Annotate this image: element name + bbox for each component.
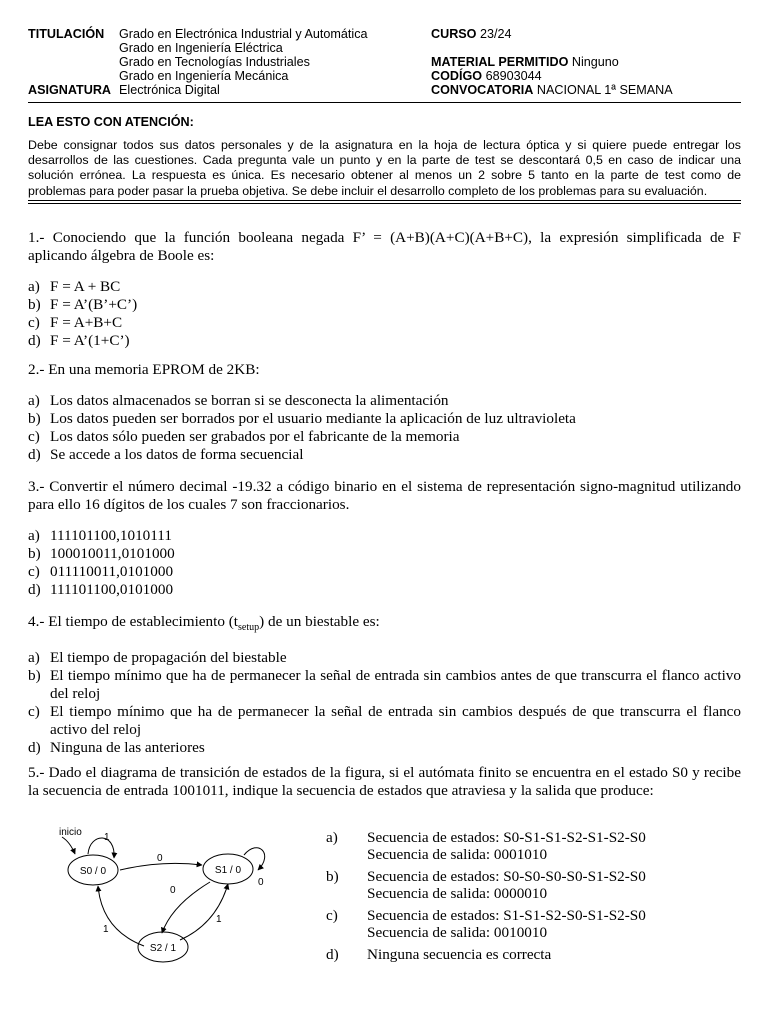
edge-label-s2-to-s0: 1 [103, 924, 109, 935]
option-states: Secuencia de estados: S0-S0-S0-S0-S1-S2-S0 [367, 868, 646, 885]
curso-label: CURSO [431, 27, 477, 41]
question-4-text-start: 4.- El tiempo de establecimiento (t [28, 613, 239, 630]
option-label: b) [28, 667, 41, 685]
notice-divider [28, 200, 741, 201]
question-4-text-end: ) de un biestable es: [259, 613, 380, 630]
option-2c[interactable] [28, 428, 741, 446]
option-3c[interactable] [28, 563, 741, 581]
option-3a[interactable] [28, 527, 741, 545]
edge-label-s1-to-s2: 0 [170, 885, 176, 896]
option-1c[interactable] [28, 314, 741, 332]
convocatoria-label: CONVOCATORIA [431, 83, 534, 97]
option-states: Secuencia de estados: S0-S1-S1-S2-S1-S2-S0 [367, 829, 646, 846]
question-1 [28, 229, 741, 350]
option-label: a) [326, 829, 338, 846]
option-output: Secuencia de salida: 0001010 [367, 846, 548, 863]
titulacion-label: TITULACIÓN [28, 27, 105, 41]
option-4b[interactable] [28, 667, 741, 703]
codigo-line [431, 70, 542, 84]
start-arrow [62, 837, 75, 854]
degree-1: Grado en Electrónica Industrial y Automática [119, 27, 368, 41]
question-1-options [28, 278, 741, 350]
material-value: Ninguno [571, 55, 619, 69]
state-transition-diagram [52, 820, 292, 970]
option-label: c) [28, 563, 40, 580]
notice-text: Debe consignar todos sus datos personales y de la asignatura en la hoja de lectura óptica y si quiere puede entregar los desarrollos de las cuestiones. Cada pregunta vale un punto y en la parte de test se descontará 0,5 en caso de indicar una solución errónea. La respuesta es única. Es necesario obtener al menos un 2 sobre 5 tanto en la parte de test como de problemas para poder pasar la prueba objetiva. Se debe incluir el desarrollo completo de los problemas para su evaluación. [28, 138, 741, 198]
question-4-text [28, 613, 741, 637]
option-label: b) [28, 545, 41, 562]
option-text: Los datos pueden ser borrados por el usuario mediante la aplicación de luz ultravioleta [50, 410, 576, 427]
option-text: F = A + BC [50, 278, 121, 295]
option-text: 111101100,0101000 [50, 581, 174, 598]
question-3 [28, 478, 741, 599]
degree-2: Grado en Ingeniería Eléctrica [119, 41, 283, 55]
material-label: MATERIAL PERMITIDO [431, 55, 569, 69]
option-text: Se accede a los datos de forma secuencial [50, 446, 304, 463]
option-1b[interactable] [28, 296, 741, 314]
option-4a[interactable] [28, 649, 741, 667]
option-4c[interactable] [28, 703, 741, 739]
option-1a[interactable] [28, 278, 741, 296]
option-label: a) [28, 392, 40, 409]
option-states: Ninguna secuencia es correcta [367, 946, 552, 963]
option-text: Los datos almacenados se borran si se desconecta la alimentación [50, 392, 449, 409]
option-text: F = A’(1+C’) [50, 332, 130, 349]
degree-4: Grado en Ingeniería Mecánica [119, 69, 289, 83]
question-1-text: 1.- Conociendo que la función booleana negada F’ = (A+B)(A+C)(A+B+C), la expresión simplificada de F aplicando álgebra de Boole es: [28, 229, 741, 264]
question-4-subscript: setup [238, 622, 260, 634]
option-label: d) [326, 946, 339, 963]
option-label: c) [28, 314, 40, 331]
option-label: a) [28, 278, 40, 295]
option-5d[interactable] [326, 946, 741, 963]
option-label: c) [28, 428, 40, 445]
option-3b[interactable] [28, 545, 741, 563]
curso-line [431, 28, 512, 42]
degree-3: Grado en Tecnologías Industriales [119, 55, 310, 69]
asignatura-label: ASIGNATURA [28, 83, 112, 97]
option-1d[interactable] [28, 332, 741, 350]
option-label: d) [28, 581, 41, 598]
edge-label-s1-self: 0 [258, 877, 264, 888]
option-text: F = A+B+C [50, 314, 123, 331]
question-4-options [28, 649, 741, 757]
option-output: Secuencia de salida: 0010010 [367, 924, 548, 941]
codigo-value: 68903044 [485, 69, 542, 83]
question-2-options [28, 392, 741, 464]
option-text: 011110011,0101000 [50, 563, 174, 580]
option-label: a) [28, 527, 40, 544]
option-states: Secuencia de estados: S1-S1-S2-S0-S1-S2-S0 [367, 907, 646, 924]
material-line [431, 56, 619, 70]
question-3-options [28, 527, 741, 599]
start-label: inicio [59, 827, 82, 838]
codigo-label: CODÍGO [431, 69, 483, 83]
option-label: b) [28, 410, 41, 427]
option-text: El tiempo mínimo que ha de permanecer la señal de entrada sin cambios después de que transcurra el flanco activo del reloj [50, 703, 741, 739]
option-text: El tiempo mínimo que ha de permanecer la señal de entrada sin cambios antes de que transcurra el flanco activo del reloj [50, 667, 741, 703]
option-label: c) [326, 907, 338, 924]
option-label: c) [28, 703, 40, 721]
option-text: Los datos sólo pueden ser grabados por el fabricante de la memoria [50, 428, 460, 445]
question-5-options [326, 829, 741, 968]
state-s1-label: S1 / 0 [214, 865, 242, 876]
option-label: b) [326, 868, 339, 885]
option-2b[interactable] [28, 410, 741, 428]
option-label: d) [28, 332, 41, 349]
option-label: a) [28, 649, 40, 667]
convocatoria-value: NACIONAL 1ª SEMANA [536, 83, 673, 97]
option-2a[interactable] [28, 392, 741, 410]
option-text: Ninguna de las anteriores [50, 739, 205, 757]
state-s2-label: S2 / 1 [149, 943, 177, 954]
option-label: d) [28, 739, 41, 757]
edge-s2-to-s1 [180, 884, 228, 940]
state-s0-label: S0 / 0 [79, 866, 107, 877]
question-3-text: 3.- Convertir el número decimal -19.32 a código binario en el sistema de representación signo-magnitud utilizando para ello 16 dígitos de los cuales 7 son fraccionarios. [28, 478, 741, 513]
option-2d[interactable] [28, 446, 741, 464]
question-4 [28, 613, 741, 757]
option-5b[interactable] [326, 868, 741, 902]
notice-title: LEA ESTO CON ATENCIÓN: [28, 115, 194, 129]
option-label: b) [28, 296, 41, 313]
option-text: F = A’(B’+C’) [50, 296, 138, 313]
option-text: 111101100,1010111 [50, 527, 172, 544]
option-label: d) [28, 446, 41, 463]
question-2-text: 2.- En una memoria EPROM de 2KB: [28, 361, 260, 378]
edge-s2-to-s0 [98, 886, 144, 946]
option-3d[interactable] [28, 581, 741, 599]
convocatoria-line [431, 84, 673, 98]
edge-label-s0-to-s1: 0 [157, 853, 163, 864]
notice-divider-2 [28, 203, 741, 204]
edge-label-s0-self: 1 [104, 832, 110, 843]
option-5c[interactable] [326, 907, 741, 941]
curso-value: 23/24 [479, 27, 512, 41]
question-5 [28, 764, 741, 800]
option-text: 100010011,0101000 [50, 545, 175, 562]
option-5a[interactable] [326, 829, 741, 863]
option-output: Secuencia de salida: 0000010 [367, 885, 548, 902]
asignatura-value: Electrónica Digital [119, 83, 220, 97]
option-4d[interactable] [28, 739, 741, 757]
option-text: El tiempo de propagación del biestable [50, 649, 287, 667]
edge-s0-to-s1 [120, 863, 202, 870]
question-2 [28, 361, 741, 464]
edge-label-s2-to-s1: 1 [216, 914, 222, 925]
question-5-text: 5.- Dado el diagrama de transición de estados de la figura, si el autómata finito se encuentra en el estado S0 y recibe la secuencia de entrada 1001011, indique la secuencia de estados que atraviesa y la salida que produce: [28, 764, 741, 799]
header-divider [28, 102, 741, 103]
